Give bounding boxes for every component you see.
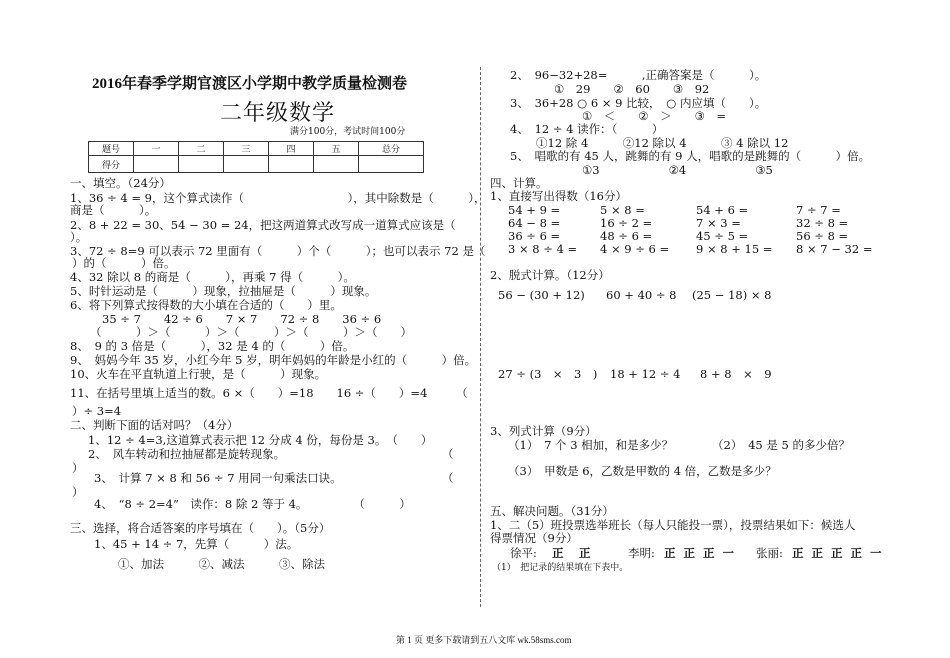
score-cell: 五 [314, 142, 359, 156]
question-text: 5、时针运动是（ ）现象，拉抽屉是（ ）现象。 [70, 284, 377, 298]
mental-math-item: 9 × 8 + 15 = [696, 242, 773, 256]
score-cell: 总分 [359, 142, 424, 156]
score-cell: 二 [179, 142, 224, 156]
question-text: 1、45 + 14 ÷ 7，先算（ ）法。 [94, 537, 299, 551]
expression-item: 60 + 40 ÷ 8 [606, 288, 677, 302]
question-text: 5、 唱歌的有 45 人，跳舞的有 9 人，唱歌的是跳舞的（ ）倍。 [510, 149, 871, 163]
score-cell: 题号 [89, 142, 134, 156]
question-text: 4、 12 ÷ 4 读作：（ ） [510, 122, 664, 136]
score-blank-cell[interactable] [359, 156, 424, 173]
expression-item: 8 + 8 × 9 [700, 367, 772, 381]
expression-item: (25 − 18) × 8 [692, 288, 772, 302]
vote-tally: 正 正 正 正 一 [792, 546, 884, 560]
score-blank-cell[interactable] [179, 156, 224, 173]
question-text: （3） 甲数是 6，乙数是甲数的 4 倍，乙数是多少？ [508, 464, 777, 478]
question-text: 3、 36+28 ○ 6 × 9 比较， ○ 内应填（ ）。 [510, 96, 767, 110]
question-text: 4、 “8 ÷ 2=4” 读作：8 除 2 等于 4。 （ ） [94, 497, 411, 511]
question-text: 2、8 + 22 = 30、54 − 30 = 24，把这两道算式改写成一道算式应该是（ [70, 218, 456, 232]
section-5-heading: 五、解决问题。（31分） [490, 504, 614, 518]
question-text: ）。 [70, 230, 88, 244]
question-text: 商是（ ）。 [70, 203, 157, 217]
score-blank-cell[interactable] [269, 156, 314, 173]
question-text: 1、二（5）班投票选举班长（每人只能投一票），投票结果如下：候选人 [490, 518, 856, 532]
subsection-heading: 2、脱式计算。（12分） [490, 268, 610, 282]
answer-paren: ） [72, 485, 84, 499]
question-text: 10、火车在平直轨道上行驶，是（ ）现象。 [70, 367, 327, 381]
mental-math-item: 8 × 7 − 32 = [796, 242, 873, 256]
score-note: 满分100分，考试时间100分 [290, 127, 406, 137]
page-footer: 第 1 页 更多下载请到五八文库 wk.58sms.com [396, 635, 572, 645]
section-2-heading: 二、判断下面的话对吗？（4分） [70, 418, 239, 432]
score-blank-cell[interactable] [314, 156, 359, 173]
question-text: 9、 妈妈今年 35 岁，小红今年 5 岁，明年妈妈的年龄是小红的（ ）倍。 [70, 353, 477, 367]
question-options: ①3 ②4 ③5 [582, 163, 773, 177]
mental-math-item: 64 − 8 = [508, 216, 561, 230]
question-text: 11、在括号里填上适当的数。6 ×（ ）=18 16 ÷（ ）=4 （ [70, 386, 468, 400]
score-table [88, 141, 424, 173]
question-options: ①12 除 4 ②12 除以 4 ③ 4 除以 12 [536, 136, 789, 150]
score-table-score-row [89, 156, 424, 173]
question-text: （2） 45 是 5 的多少倍？ [712, 438, 850, 452]
vote-tally: 正 正 正 一 [664, 546, 737, 560]
score-blank-cell[interactable] [224, 156, 269, 173]
answer-paren: （ [442, 447, 454, 461]
score-cell: 得分 [89, 156, 134, 173]
score-table-header-row [89, 142, 424, 156]
question-blanks: （ ）＞（ ）＞（ ）＞（ ）＞（ ） [90, 325, 412, 339]
question-text: 3、72 ÷ 8=9 可以表示 72 里面有（ ）个（ ）；也可以表示 72 是（ [70, 244, 486, 258]
question-text: （1） 7 个 3 相加，和是多少？ [508, 438, 674, 452]
question-text: 8、 9 的 3 倍是（ ），32 是 4 的（ ）倍。 [70, 339, 355, 353]
question-text: 2、 96−32+28= ,正确答案是（ ）。 [510, 68, 767, 82]
score-cell: 四 [269, 142, 314, 156]
question-text: 1、12 ÷ 4=3,这道算式表示把 12 分成 4 份，每份是 3。 （ ） [88, 433, 433, 447]
question-text: 6、将下列算式按得数的大小填在合适的（ ）里。 [70, 298, 342, 312]
mental-math-item: 4 × 9 ÷ 6 = [600, 242, 670, 256]
exam-title: 2016年春季学期官渡区小学期中教学质量检测卷 [92, 76, 408, 92]
question-options: ① 29 ② 60 ③ 92 [554, 82, 710, 96]
mental-math-item: 5 × 8 = [600, 203, 645, 217]
question-text: ）÷ 3=4 [72, 404, 122, 418]
score-cell: 一 [134, 142, 179, 156]
mental-math-item: 7 ÷ 7 = [796, 203, 841, 217]
score-cell: 三 [224, 142, 269, 156]
question-options: ① ＜ ② ＞ ③ = [582, 109, 727, 123]
answer-paren: ） [72, 461, 84, 475]
mental-math-item: 45 ÷ 5 = [696, 229, 749, 243]
section-4-heading: 四、计算。 [490, 176, 548, 190]
mental-math-item: 32 ÷ 8 = [796, 216, 849, 230]
expression-item: 27 ÷ (3 × 3 ) [498, 367, 598, 381]
mental-math-item: 54 + 9 = [508, 203, 561, 217]
expression-item: 18 + 12 ÷ 4 [610, 367, 681, 381]
question-subtext: （1） 把记录的结果填在下表中。 [492, 563, 629, 573]
mental-math-item: 3 × 8 ÷ 4 = [508, 242, 578, 256]
question-text: 得票情况（9分） [490, 531, 578, 545]
question-expressions: 35 ÷ 7 42 ÷ 6 7 × 7 72 ÷ 8 36 ÷ 6 [102, 312, 382, 326]
question-text: 3、 计算 7 × 8 和 56 ÷ 7 用同一句乘法口诀。 [94, 471, 342, 485]
vote-tally: 正 正 [552, 546, 593, 560]
mental-math-item: 16 ÷ 2 = [600, 216, 653, 230]
mental-math-item: 48 ÷ 6 = [600, 229, 653, 243]
answer-paren: （ [442, 471, 454, 485]
subsection-heading: 3、列式计算（9分） [490, 424, 597, 438]
column-divider [480, 67, 481, 607]
subsection-heading: 1、直接写出得数（16分） [490, 189, 627, 203]
mental-math-item: 54 + 6 = [696, 203, 749, 217]
section-1-heading: 一、填空。（24分） [70, 176, 171, 190]
candidate-name: 张丽: [756, 546, 783, 560]
expression-item: 56 − (30 + 12) [498, 288, 585, 302]
section-3-heading: 三、选择，将合适答案的序号填在（ ）。（5分） [70, 521, 331, 535]
candidate-name: 徐平: [510, 546, 537, 560]
score-blank-cell[interactable] [134, 156, 179, 173]
question-text: 4、32 除以 8 的商是（ ），再乘 7 得（ ）。 [70, 270, 355, 284]
question-text: ）的（ ）倍。 [72, 256, 176, 270]
mental-math-item: 56 ÷ 8 = [796, 229, 849, 243]
subject-title: 二年级数学 [220, 101, 336, 126]
question-options: ①、加法 ②、减法 ③、除法 [118, 557, 325, 571]
question-text: 1、36 ÷ 4 = 9，这个算式读作（ ），其中除数是（ ）， [70, 191, 486, 205]
candidate-name: 李明: [628, 546, 655, 560]
question-text: 2、 风车转动和拉抽屉都是旋转现象。 [88, 447, 286, 461]
mental-math-item: 7 × 3 = [696, 216, 741, 230]
mental-math-item: 36 ÷ 6 = [508, 229, 561, 243]
